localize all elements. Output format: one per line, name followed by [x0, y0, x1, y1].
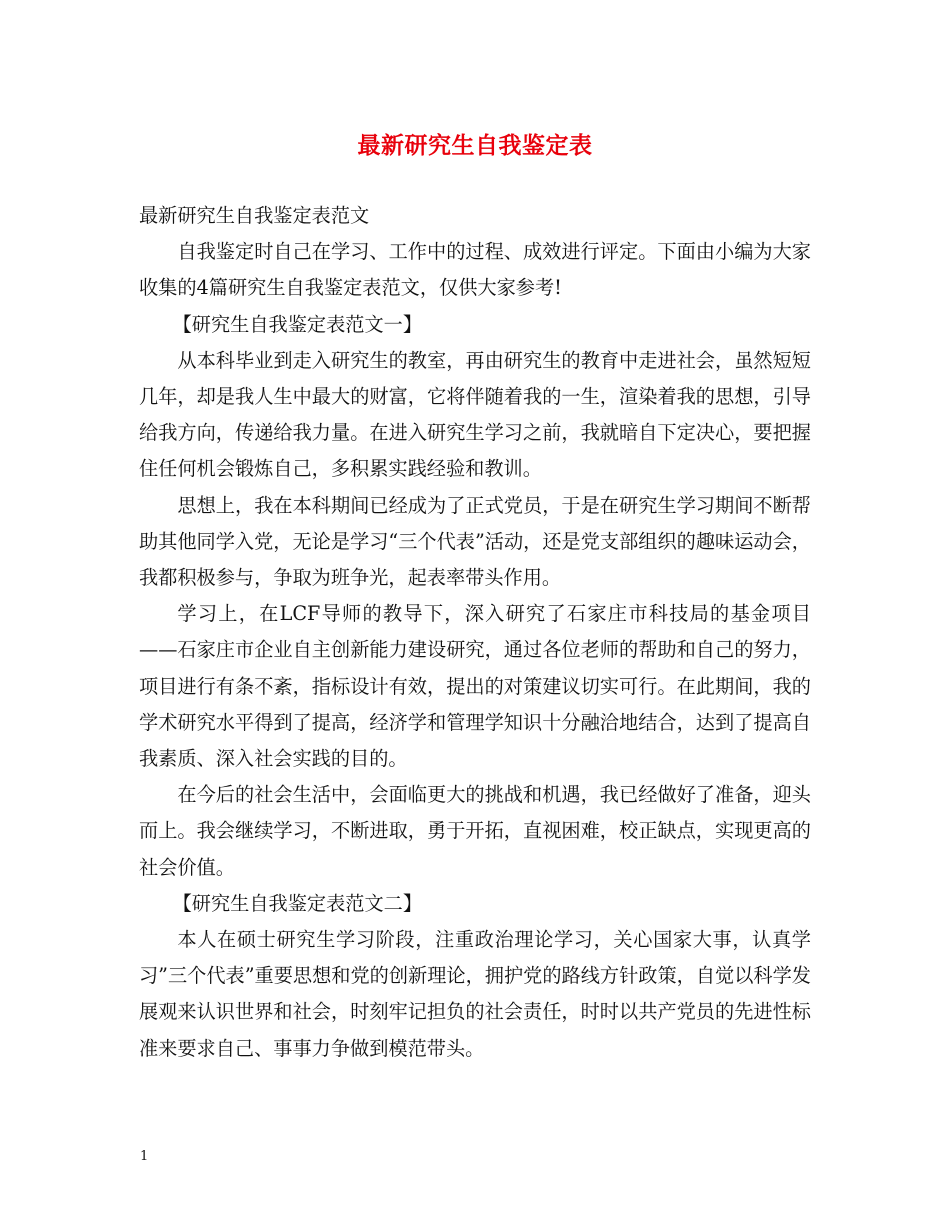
document-title: 最新研究生自我鉴定表 — [357, 132, 593, 159]
body-paragraph: 学习上，在LCF导师的教导下，深入研究了石家庄市科技局的基金项目——石家庄市企业自主创新能力建设研究，通过各位老师的帮助和自己的努力，项目进行有条不紊，指标设计有效，提出的对策建议切实可行。在此期间，我的学术研究水平得到了提高，经济学和管理学知识十分融洽地结合，达到了提高自我素质、深入社会实践的目的。 — [139, 602, 811, 771]
body-paragraph: 在今后的社会生活中，会面临更大的挑战和机遇，我已经做好了准备，迎头而上。我会继续学习，不断进取，勇于开拓，直视困难，校正缺点，实现更高的社会价值。 — [139, 783, 811, 879]
section-heading-1: 【研究生自我鉴定表范文一】 — [172, 312, 423, 336]
document-subtitle: 最新研究生自我鉴定表范文 — [139, 204, 370, 227]
body-paragraph: 从本科毕业到走入研究生的教室，再由研究生的教育中走进社会，虽然短短几年，却是我人生中最大的财富，它将伴随着我的一生，渲染着我的思想，引导给我方向，传递给我力量。在进入研究生学习之前，我就暗自下定决心，要把握住任何机会锻炼自己，多积累实践经验和教训。 — [139, 348, 811, 481]
section-heading-2: 【研究生自我鉴定表范文二】 — [172, 891, 423, 915]
page-number: 1 — [140, 1149, 149, 1164]
document-body — [139, 198, 811, 1067]
body-paragraph: 本人在硕士研究生学习阶段，注重政治理论学习，关心国家大事，认真学习”三个代表”重要思想和党的创新理论，拥护党的路线方针政策，自觉以科学发展观来认识世界和社会，时刻牢记担负的社会责任，时时以共产党员的先进性标准来要求自己、事事力争做到模范带头。 — [139, 928, 811, 1060]
body-paragraph: 思想上，我在本科期间已经成为了正式党员，于是在研究生学习期间不断帮助其他同学入党，无论是学习“三个代表”活动，还是党支部组织的趣味运动会，我都积极参与，争取为班争光，起表率带头作用。 — [139, 493, 811, 590]
intro-paragraph: 自我鉴定时自己在学习、工作中的过程、成效进行评定。下面由小编为大家收集的4篇研究生自我鉴定表范文，仅供大家参考! — [139, 240, 811, 300]
